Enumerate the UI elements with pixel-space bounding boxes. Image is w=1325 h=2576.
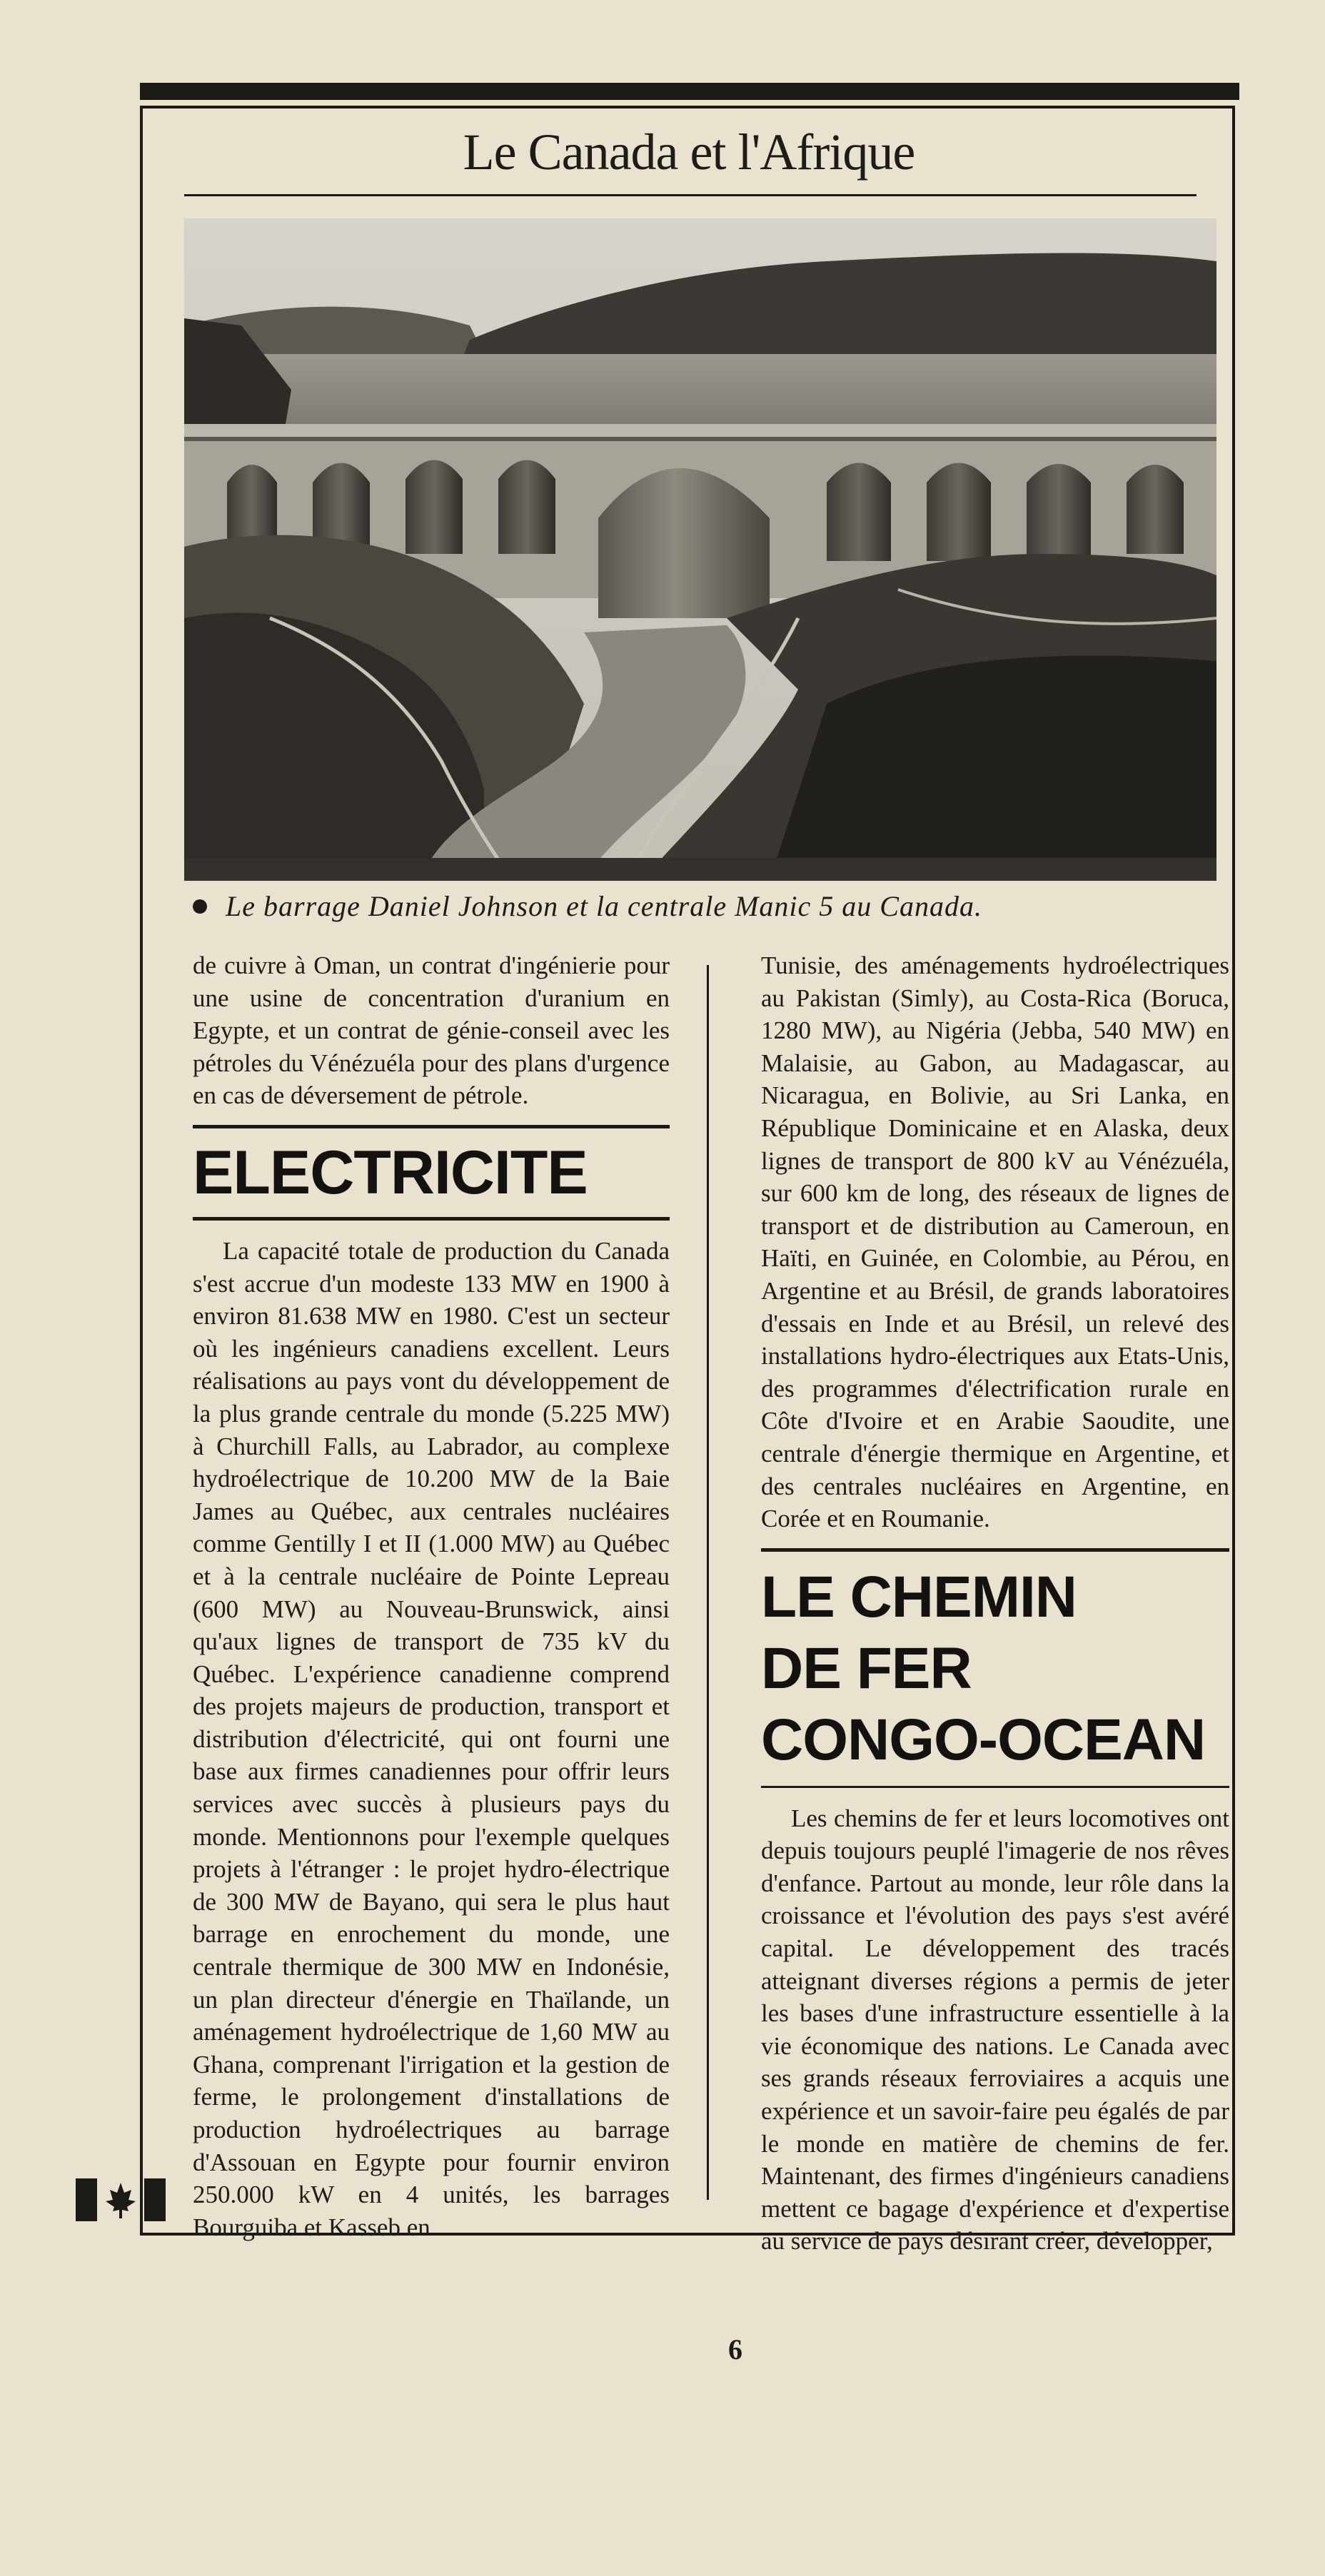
title-rule	[184, 194, 1196, 196]
dam-illustration	[184, 218, 1216, 881]
heading-rule-top-2	[761, 1548, 1229, 1552]
photo-caption	[193, 889, 1206, 923]
right-column	[761, 949, 1229, 2258]
left-intro-paragraph: de cuivre à Oman, un contrat d'ingénierie pour une usine de concentration d'uranium en Egypte, et un contrat de génie-conseil avec les pétroles du Vénézuéla pour des plans d'urgence en cas de déversement de pétrole.	[193, 951, 670, 1110]
column-divider	[707, 965, 709, 2200]
heading-rule-bottom	[193, 1217, 670, 1221]
section-title: Le Canada et l'Afrique	[463, 123, 915, 181]
dam-photo	[184, 218, 1216, 881]
canada-flag-logo-icon	[76, 2177, 166, 2223]
heading-electricite: ELECTRICITE	[193, 1138, 588, 1207]
electricite-paragraph: La capacité totale de production du Canada s'est accrue d'un modeste 133 MW en 1900 à environ 81.638 MW en 1980. C'est un secteur où les ingénieurs canadiens excellent. Leurs réalisations au pays vont du développement de la plus grande centrale du monde (5.225 MW) à Churchill Falls, au Labrador, au complexe hydroélectrique de 10.200 MW de la Baie James au Québec, aux centrales nucléaires comme Gentilly I et II (1.000 MW) au Québec et à la centrale nucléaire de Pointe Lepreau (600 MW) au Nouveau-Brunswick, ainsi qu'aux lignes de transport de 735 kV du Québec. L'expérience canadienne comprend des projets majeurs de production, transport et distribution d'électricité, qui ont fourni une base aux firmes canadiennes pour offrir leurs services avec succès à plusieurs pays du monde. Mentionnons pour l'exemple quelques projets à l'étranger : le projet hydro-électrique de 300 MW de Bayano, qui sera le plus haut barrage en enrochement du monde, une centrale thermique de 300 MW en Indonésie, un plan directeur d'énergie en Thaïlande, un aménagement hydroélectrique de 1,60 MW au Ghana, comprenant l'irrigation et la gestion de ferme, le prolongement d'installations de production hydroélectriques au barrage d'Assouan en Egypte pour fournir environ 250.000 kW en 4 unités, les barrages Bourguiba et Kasseb en	[193, 1236, 670, 2241]
heading-line-3: CONGO-OCEAN	[761, 1707, 1206, 1772]
heading-line-2: DE FER	[761, 1635, 972, 1701]
heading-rule-bottom-2	[761, 1786, 1229, 1788]
page-number: 6	[728, 2333, 742, 2365]
caption-text: Le barrage Daniel Johnson et la centrale Manic 5 au Canada.	[226, 890, 982, 922]
caption-bullet-icon	[193, 899, 207, 914]
right-continuation-paragraph: Tunisie, des aménagements hydroélectriques au Pakistan (Simly), au Costa-Rica (Boruca, 1280 MW), au Nigéria (Jebba, 540 MW) en Malaisie, au Gabon, au Madagascar, au Nicaragua, en Bolivie, au Sri Lanka, en République Dominicaine et en Alaska, deux lignes de transport de 800 kV au Vénézuéla, sur 600 km de long, des réseaux de lignes de transport et de distribution au Cameroun, en Haïti, en Guinée, en Colombie, au Pérou, en Argentine et au Brésil, de grands laboratoires d'essais en Inde et au Brésil, un relevé des installations hydro-électriques aux Etats-Unis, des programmes d'électrification rurale en Côte d'Ivoire et en Arabie Saoudite, une centrale d'énergie thermique en Argentine, et des centrales nucléaires en Argentine, en Corée et en Roumanie.	[761, 951, 1229, 1533]
top-bar	[140, 83, 1239, 100]
left-column	[193, 949, 670, 2243]
chemin-de-fer-paragraph: Les chemins de fer et leurs locomotives ont depuis toujours peuplé l'imagerie de nos rêves d'enfance. Partout au monde, leur rôle dans la croissance et l'évolution des pays s'est avéré capital. Le développement des tracés atteignant diverses régions a permis de jeter les bases d'une infrastructure essentielle à la vie économique des nations. Le Canada avec ses grands réseaux ferroviaires a acquis une expérience et un savoir-faire peu égalés de par le monde en matière de chemins de fer. Maintenant, des firmes d'ingénieurs canadiens mettent ce bagage d'expérience et d'expertise au service de pays désirant créer, développer,	[761, 1804, 1229, 2256]
heading-rule-top	[193, 1125, 670, 1128]
heading-line-1: LE CHEMIN	[761, 1564, 1077, 1630]
heading-congo-ocean	[761, 1562, 1229, 1776]
